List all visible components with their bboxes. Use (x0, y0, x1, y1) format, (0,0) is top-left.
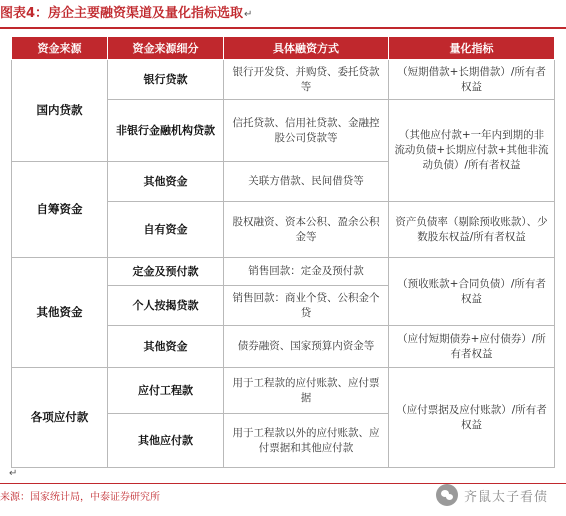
header-financing-method: 具体融资方式 (224, 37, 389, 60)
method-cell: 销售回款：定金及预付款 (224, 258, 389, 286)
source-note: 来源：国家统计局，中泰证券研究所 (0, 492, 160, 503)
sub-other-funds-2: 其他资金 (108, 326, 224, 368)
table-row (12, 60, 555, 100)
sub-own-funds: 自有资金 (108, 202, 224, 258)
indicator-cell: 资产负债率（剔除预收账款）、少数股东权益/所有者权益 (389, 202, 555, 258)
table-header-row (12, 37, 555, 60)
method-cell: 信托贷款、信用社贷款、金融控股公司贷款等 (224, 100, 389, 162)
method-cell: 股权融资、资本公积、盈余公积金等 (224, 202, 389, 258)
sub-other-funds: 其他资金 (108, 162, 224, 202)
method-cell: 关联方借款、民间借贷等 (224, 162, 389, 202)
source-domestic-loans: 国内贷款 (12, 60, 108, 162)
indicator-cell: （应付短期债券+应付债券）/所有者权益 (389, 326, 555, 368)
figure-title (0, 2, 566, 26)
method-cell: 用于工程款以外的应付账款、应付票据和其他应付款 (224, 414, 389, 468)
method-cell: 债券融资、国家预算内资金等 (224, 326, 389, 368)
paragraph-mark: ↵ (9, 468, 18, 479)
header-quant-indicator: 量化指标 (389, 37, 555, 60)
figure-title-text: 图表4：房企主要融资渠道及量化指标选取 (0, 6, 244, 21)
method-cell: 销售回款：商业个贷、公积金个贷 (224, 286, 389, 326)
financing-channels-table (11, 36, 555, 468)
source-self-raised: 自筹资金 (12, 162, 108, 258)
sub-bank-loans: 银行贷款 (108, 60, 224, 100)
method-cell: 用于工程款的应付账款、应付票据 (224, 368, 389, 414)
header-funding-subcategory: 资金来源细分 (108, 37, 224, 60)
sub-construction-payables: 应付工程款 (108, 368, 224, 414)
source-payables: 各项应付款 (12, 368, 108, 468)
indicator-cell: （其他应付款+一年内到期的非流动负债+长期应付款+其他非流动负债）/所有者权益 (389, 100, 555, 202)
indicator-cell: （应付票据及应付账款）/所有者权益 (389, 368, 555, 468)
method-cell: 银行开发贷、并购贷、委托贷款等 (224, 60, 389, 100)
source-other-funds: 其他资金 (12, 258, 108, 368)
table-row (12, 368, 555, 414)
wechat-icon (436, 484, 458, 506)
sub-mortgage-loans: 个人按揭贷款 (108, 286, 224, 326)
indicator-cell: （短期借款+长期借款）/所有者权益 (389, 60, 555, 100)
sub-deposits-prepayments: 定金及预付款 (108, 258, 224, 286)
table-row (12, 258, 555, 286)
indicator-cell: （预收账款+合同负债）/所有者权益 (389, 258, 555, 326)
header-funding-source: 资金来源 (12, 37, 108, 60)
title-divider (0, 27, 566, 29)
sub-nonbank-loans: 非银行金融机构贷款 (108, 100, 224, 162)
sub-other-payables: 其他应付款 (108, 414, 224, 468)
watermark-text: 齐鼠太子看债 (463, 489, 548, 505)
title-return-mark: ↵ (244, 9, 253, 20)
watermark (436, 484, 548, 506)
